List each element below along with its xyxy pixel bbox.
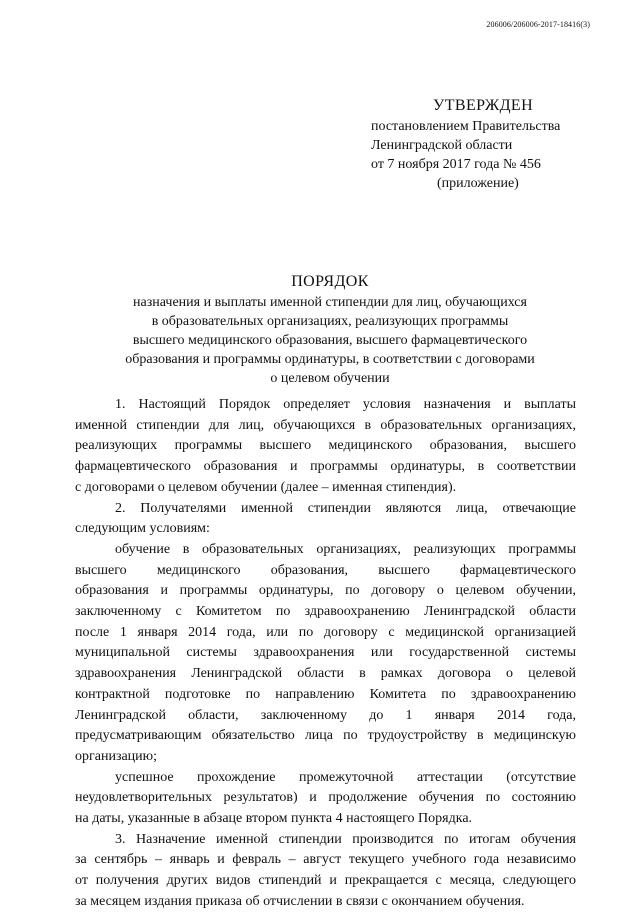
text-line: образования и программы ординатуры, по договору о целевом обучении, <box>75 583 576 599</box>
approval-stamp <box>371 96 601 193</box>
text-line: именной стипендии для лиц, обучающихся в образовательных организациях, <box>75 417 576 433</box>
text-line: за месяцем издания приказа об отчислении в связи с окончанием обучения. <box>75 893 525 909</box>
approval-line: постановлением Правительства <box>371 119 561 134</box>
paragraph-1 <box>75 395 576 499</box>
document-subtitle-line: назначения и выплаты именной стипендии для лиц, обучающихся <box>133 295 527 310</box>
text-line: неудовлетворительных результатов) и продолжение обучения по состоянию <box>75 790 576 806</box>
paragraph-2 <box>75 499 576 540</box>
text-line: следующим условиям: <box>75 521 210 537</box>
text-line: на даты, указанные в абзаце втором пункта 4 настоящего Порядка. <box>75 811 473 827</box>
text-line: с договорами о целевом обучении (далее – именная стипендия). <box>75 479 457 495</box>
text-line: реализующих программы высшего медицинского образования, высшего <box>75 438 576 454</box>
text-line: за сентябрь – январь и февраль – август текущего учебного года независимо <box>75 852 576 868</box>
text-line: заключенному с Комитетом по здравоохранению Ленинградской области <box>75 604 576 620</box>
text-line: Ленинградской области, заключенному до 1 января 2014 года, <box>75 707 576 723</box>
paragraph-2-condition-2 <box>75 768 576 830</box>
document-subtitle-line: образования и программы ординатуры, в соответствии с договорами <box>125 352 535 367</box>
text-line: контрактной подготовке по направлению Комитета по здравоохранению <box>75 686 576 702</box>
document-subtitle-line: высшего медицинского образования, высшего фармацевтического <box>132 333 528 348</box>
text-line: обучение в образовательных организациях, реализующих программы <box>115 541 576 557</box>
text-line: 1. Настоящий Порядок определяет условия назначения и выплаты <box>115 397 576 412</box>
approval-line: Ленинградской области <box>371 138 513 153</box>
text-line: здравоохранения Ленинградской области в рамках договора о целевой <box>75 666 576 682</box>
document-id: 206006/206006-2017-18416(3) <box>486 20 590 29</box>
document-title: ПОРЯДОК <box>291 273 369 290</box>
text-line: 3. Назначение именной стипендии производится по итогам обучения <box>115 831 576 847</box>
approval-heading: УТВЕРЖДЕН <box>433 97 534 114</box>
text-line: муниципальной системы здравоохранения или государственной системы <box>75 645 576 661</box>
document-subtitle-line: в образовательных организациях, реализующих программы <box>151 314 509 329</box>
text-line: после 1 января 2014 года, или по договору с медицинской организацией <box>75 624 576 640</box>
paragraph-2-condition-1 <box>75 540 576 768</box>
paragraph-3 <box>75 830 576 913</box>
text-line: от получения других видов стипендий и прекращается с месяца, следующего <box>75 873 576 889</box>
text-line: 2. Получателями именной стипендии являются лица, отвечающие <box>115 500 576 516</box>
approval-appendix: (приложение) <box>437 176 519 191</box>
text-line: организацию; <box>75 748 158 764</box>
text-line: успешное прохождение промежуточной аттестации (отсутствие <box>115 769 576 785</box>
document-body <box>75 395 576 913</box>
document-title-block <box>90 272 570 388</box>
text-line: высшего медицинского образования, высшего фармацевтического <box>75 562 576 578</box>
text-line: предусматривающим обязательство лица по трудоустройству в медицинскую <box>75 728 576 744</box>
document-subtitle-line: о целевом обучении <box>270 371 390 386</box>
text-line: фармацевтического образования и программы ординатуры, в соответствии <box>75 459 576 475</box>
approval-line: от 7 ноября 2017 года № 456 <box>371 157 541 172</box>
